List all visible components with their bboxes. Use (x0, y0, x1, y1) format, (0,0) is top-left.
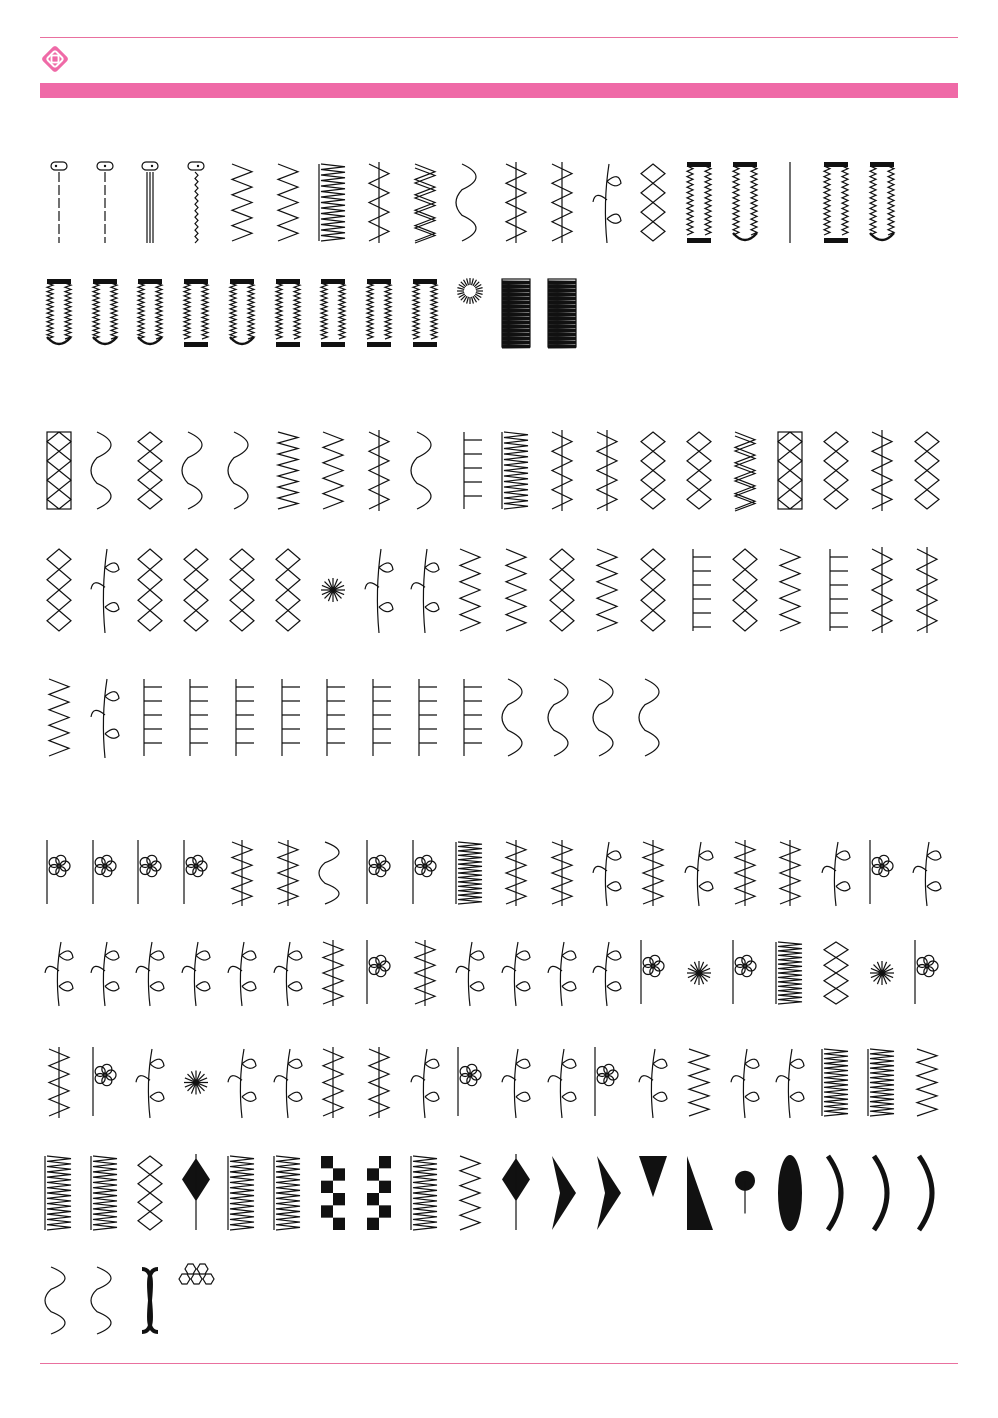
stitch-vase-icon (730, 838, 760, 908)
stitch-buttonhole-double-icon (410, 277, 440, 349)
stitch-satin-wedge-icon (684, 1152, 714, 1234)
stitch-quatrefoil-icon (867, 838, 897, 908)
stitch-honeycomb-icon (181, 1263, 211, 1338)
stitch-satin-zigzag-icon (318, 160, 348, 245)
stitch-keyhole-pointed-icon (44, 277, 74, 349)
stitch-rose-stem-icon (273, 1045, 303, 1120)
stitch-pinwheel-leaf-icon (135, 1045, 165, 1120)
stitch-x-satin-icon (547, 545, 577, 635)
stitch-zigzag-icon (227, 160, 257, 245)
stitch-zigzag-tree-icon (684, 1045, 714, 1120)
stitch-buttonhole-square-icon (684, 160, 714, 245)
stitch-leaf-block-icon (90, 675, 120, 760)
stitch-pinwheel-icon (273, 838, 303, 908)
stitch-scallop-point-icon (410, 428, 440, 513)
stitch-diamond-dots-icon (273, 545, 303, 635)
stitch-lily-icon (181, 838, 211, 908)
stitch-ladder-c-icon (364, 675, 394, 760)
stitch-x-chain-icon (135, 545, 165, 635)
stitch-cross-stitch-icon (912, 428, 942, 513)
stitch-diamond-satin-icon (44, 545, 74, 635)
stitch-triple-straight-icon (135, 160, 165, 245)
stitch-zigzag-double-icon (730, 428, 760, 513)
stitch-zigzag-small-icon (273, 428, 303, 513)
stitch-wheat-icon (592, 838, 622, 908)
stitch-satin-x-icon (227, 1152, 257, 1234)
stitch-leaf-curl-icon (547, 938, 577, 1008)
stitch-leaf-icon (273, 938, 303, 1008)
top-rule (40, 37, 958, 38)
stitch-tulip-icon (135, 838, 165, 908)
stitch-satin-hourglass-icon (273, 1152, 303, 1234)
stitch-flower-vine-icon (90, 938, 120, 1008)
stitch-cross-icon (638, 160, 668, 245)
stitch-ladder-b-icon (318, 675, 348, 760)
stitch-step-diamond-icon (730, 545, 760, 635)
stitch-satin-bow-icon (821, 1045, 851, 1120)
stitch-leaf-satin-icon (638, 1045, 668, 1120)
stitch-buttonhole-corded-icon (364, 277, 394, 349)
bottom-rule (40, 1363, 958, 1364)
stitch-rose-icon (455, 1045, 485, 1120)
stitch-keyhole-rounded-icon (90, 277, 120, 349)
stitch-arrow-satin-icon (912, 545, 942, 635)
stitch-greek-key-a-icon (135, 675, 165, 760)
stitch-blind-hem-icon (501, 160, 531, 245)
stitch-buttonhole-round-end-icon (227, 277, 257, 349)
stitch-zigzag-satin-icon (592, 545, 622, 635)
stitch-stretch-icon (181, 160, 211, 245)
stitch-chevron-pair-icon (44, 675, 74, 760)
stitch-wave-lines-icon (501, 675, 531, 760)
stitch-y-tree-icon (821, 838, 851, 908)
stitch-chevron-satin-icon (455, 1152, 485, 1234)
stitch-serpentine-icon (455, 160, 485, 245)
stitch-satin-star-icon (775, 938, 805, 1008)
stitch-snowflake-icon (181, 1045, 211, 1120)
stitch-step-ticks-icon (684, 545, 714, 635)
stitch-fir-icon (501, 545, 531, 635)
stitch-snowflake-x-icon (684, 938, 714, 1008)
stitch-lattice-icon (684, 428, 714, 513)
stitch-satin-arc-icon (912, 1152, 942, 1234)
stitch-straight-left-icon (44, 160, 74, 245)
stitch-flower-stem-icon (227, 1045, 257, 1120)
stitch-buttonhole-tapered-icon (273, 277, 303, 349)
stitch-bartack-icon (775, 160, 805, 245)
stitch-satin-leaf-icon (90, 1152, 120, 1234)
stitch-elastic-blind-icon (547, 160, 577, 245)
stitch-leaf-branch-icon (592, 938, 622, 1008)
stitch-daisy-icon (592, 1045, 622, 1120)
stitch-branch-icon (90, 545, 120, 635)
stitch-step-fringe-icon (821, 545, 851, 635)
stitch-greek-key-c-icon (227, 675, 257, 760)
stitch-wave-icon (90, 428, 120, 513)
stitch-dragonfly-icon (547, 838, 577, 908)
stitch-scallop-icon (592, 675, 622, 760)
stitch-ladder-d-icon (410, 675, 440, 760)
stitch-greek-key-b-icon (181, 675, 211, 760)
stitch-buttonhole-keyhole-icon (867, 160, 897, 245)
stitch-overlock-icon (410, 160, 440, 245)
stitch-swirl-icon (410, 938, 440, 1008)
stitch-triangle-grid-icon (867, 428, 897, 513)
stitch-diamond-chain-satin-icon (135, 1152, 165, 1234)
stitch-pine-tree-icon (730, 1045, 760, 1120)
stitch-scroll-icon (638, 838, 668, 908)
stitch-chevron-chain-icon (455, 545, 485, 635)
stitch-satin-triangle-icon (638, 1152, 668, 1234)
stitch-triangle-chain-icon (547, 428, 577, 513)
stitch-fan-half-icon (364, 1045, 394, 1120)
stitch-buttonhole-heavy-icon (821, 160, 851, 245)
stitch-buttonhole-round-icon (730, 160, 760, 245)
stitch-lotus-small-icon (730, 938, 760, 1008)
stitch-butterfly-icon (501, 838, 531, 908)
stitch-fan-icon (318, 1045, 348, 1120)
stitch-zigzag-ribbon-icon (912, 1045, 942, 1120)
stitch-crescent-icon (227, 428, 257, 513)
stitch-checker-icon (318, 1152, 348, 1234)
stitch-box-cross-icon (44, 428, 74, 513)
stitch-flower-round-icon (90, 838, 120, 908)
stitch-figure-eight-stem-icon (181, 938, 211, 1008)
stitch-arc-small-icon (90, 1263, 120, 1338)
stitch-leaf-stem-icon (135, 938, 165, 1008)
logo-icon (40, 44, 70, 74)
stitch-satin-diamond-solid-icon (501, 1152, 531, 1234)
stitch-satin-s-icon (821, 1152, 851, 1234)
stitch-buttonhole-stretch-icon (181, 277, 211, 349)
stitch-ladder-e-icon (455, 675, 485, 760)
stitch-satin-cross-icon (455, 838, 485, 908)
stitch-diamond-double-icon (181, 545, 211, 635)
stitch-overcast-icon (364, 160, 394, 245)
stitch-buttonhole-bar-icon (318, 277, 348, 349)
stitch-bow-stem-icon (501, 938, 531, 1008)
stitch-satin-s-reverse-icon (867, 1152, 897, 1234)
stitch-step-icon (455, 428, 485, 513)
stitch-satin-chevron-icon (547, 1152, 577, 1234)
stitch-darning-b-icon (547, 277, 577, 349)
stitch-checker-alt-icon (364, 1152, 394, 1234)
stitch-satin-steps-icon (410, 1152, 440, 1234)
stitch-darning-a-icon (501, 277, 531, 349)
stitch-arrow-tree-icon (912, 838, 942, 908)
stitch-curl-icon (318, 938, 348, 1008)
stitch-diamond-flower-icon (821, 938, 851, 1008)
stitch-figure-eight-icon (227, 838, 257, 908)
stitch-ribbon-icon (867, 545, 897, 635)
stitch-diamond-lattice-icon (638, 428, 668, 513)
stitch-straight-center-icon (90, 160, 120, 245)
stitch-flower-5-icon (44, 838, 74, 908)
stitch-buttonhole-oval-icon (135, 277, 165, 349)
stitch-lattice-heavy-icon (227, 545, 257, 635)
stitch-feather-leaf-icon (410, 1045, 440, 1120)
stitch-arrow-tree-icon (410, 545, 440, 635)
stitch-diamond-chain-icon (135, 428, 165, 513)
stitch-fir-branch-icon (775, 1045, 805, 1120)
stitch-star-icon (318, 545, 348, 635)
stitch-lotus-icon (410, 838, 440, 908)
stitch-satin-ball-icon (730, 1152, 760, 1234)
stitch-clover-icon (638, 938, 668, 1008)
stitch-cross-box-icon (775, 428, 805, 513)
stitch-daisy-stem-icon (684, 838, 714, 908)
stitch-fern-icon (364, 545, 394, 635)
stitch-ladder-a-icon (273, 675, 303, 760)
stitch-zigzag-spike-icon (318, 428, 348, 513)
stitch-eyelet-icon (455, 277, 485, 349)
stitch-zigzag-3step-icon (273, 160, 303, 245)
stitch-satin-post-icon (867, 1045, 897, 1120)
stitch-bird-stem-icon (455, 938, 485, 1008)
stitch-leaf-vine-icon (44, 938, 74, 1008)
stitch-arc-left-icon (44, 1263, 74, 1338)
stitch-palm-icon (44, 1045, 74, 1120)
stitch-satin-zigzag-icon (501, 428, 531, 513)
stitch-diamond-x-icon (821, 428, 851, 513)
stitch-s-wave-icon (181, 428, 211, 513)
stitch-clover-loop-icon (364, 938, 394, 1008)
stitch-tulip-stem-icon (547, 1045, 577, 1120)
stitch-crescent-leaf-icon (318, 838, 348, 908)
stitch-lily-stem-icon (501, 1045, 531, 1120)
stitch-hourglass-icon (592, 428, 622, 513)
stitch-arc-fill-icon (547, 675, 577, 760)
header-band (40, 83, 958, 98)
stitch-satin-eight-icon (135, 1263, 165, 1338)
stitch-x-step-icon (638, 545, 668, 635)
stitch-star-lily-icon (912, 938, 942, 1008)
stitch-satin-diamond-icon (181, 1152, 211, 1234)
stitch-satin-ellipse-icon (775, 1152, 805, 1234)
stitch-scallop-reverse-icon (638, 675, 668, 760)
stitch-satin-bolt-icon (44, 1152, 74, 1234)
stitch-zigzag-ticks-icon (775, 545, 805, 635)
stitch-satin-arrow-icon (592, 1152, 622, 1234)
stitch-fishbone-icon (364, 428, 394, 513)
stitch-spider-icon (775, 838, 805, 908)
stitch-trefoil-icon (90, 1045, 120, 1120)
stitch-feather-icon (592, 160, 622, 245)
stitch-spike-stem-icon (227, 938, 257, 1008)
stitch-star-burst-icon (867, 938, 897, 1008)
stitch-bell-flower-icon (364, 838, 394, 908)
